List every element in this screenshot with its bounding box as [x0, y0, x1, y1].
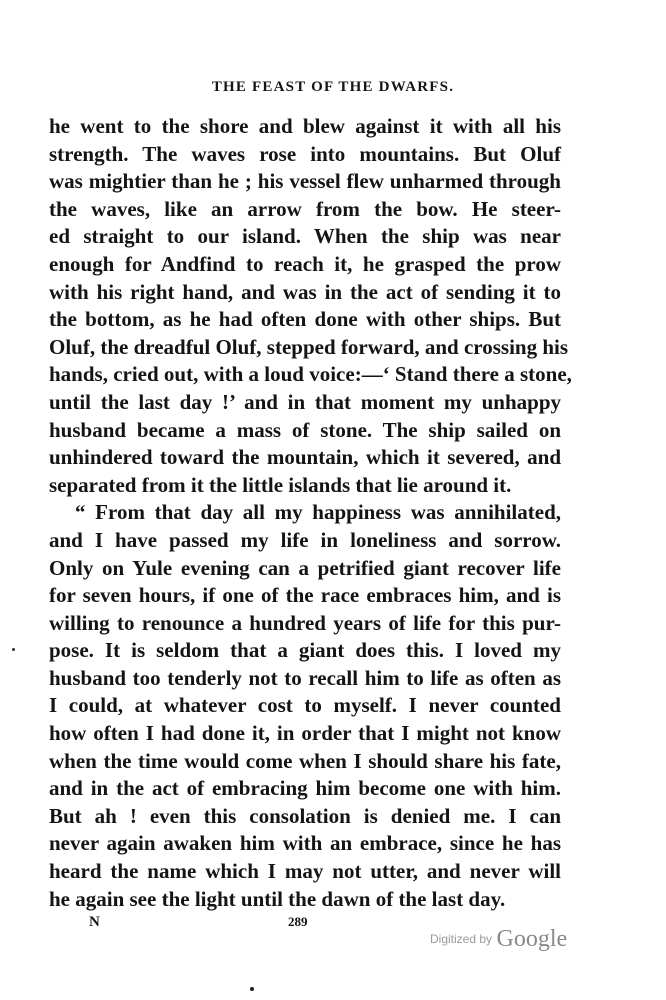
body-text: [49, 113, 572, 913]
page-number: 289: [288, 914, 308, 929]
text-line: when the time would come when I should share his fate,: [49, 748, 561, 773]
text-line: he again see the light until the dawn of the last day.: [49, 886, 506, 911]
text-line: never again awaken him with an embrace, since he has: [49, 831, 561, 856]
text-line: strength. The waves rose into mountains. But Oluf: [49, 141, 561, 166]
text-line: was mightier than he ; his vessel flew unharmed through: [49, 169, 561, 194]
signature-mark: N: [89, 914, 100, 930]
text-line: and I have passed my life in loneliness and sorrow.: [49, 527, 561, 552]
text-line: enough for Andfind to reach it, he grasped the prow: [49, 251, 561, 276]
text-line: until the last day !’ and in that moment my unhappy: [49, 389, 561, 414]
text-line: hands, cried out, with a loud voice:—‘ Stand there a stone,: [49, 362, 572, 387]
text-line: “ From that day all my happiness was annihilated,: [75, 500, 561, 525]
margin-speck: [12, 648, 15, 651]
text-line: husband too tenderly not to recall him to life as often as: [49, 665, 561, 690]
text-line: how often I had done it, in order that I might not know: [49, 721, 561, 746]
text-line: the waves, like an arrow from the bow. He steer-: [49, 196, 561, 221]
watermark-prefix: Digitized by: [430, 932, 493, 946]
digitized-watermark: [430, 926, 567, 953]
text-line: husband became a mass of stone. The ship sailed on: [49, 417, 561, 442]
running-head: THE FEAST OF THE DWARFS.: [211, 79, 455, 95]
text-line: ed straight to our island. When the ship was near: [49, 224, 561, 249]
bottom-speck: [250, 987, 254, 991]
text-line: for seven hours, if one of the race embraces him, and is: [49, 583, 561, 608]
text-line: Only on Yule evening can a petrified giant recover life: [49, 555, 561, 580]
text-line: I could, at whatever cost to myself. I never counted: [49, 693, 561, 718]
text-line: But ah ! even this consolation is denied me. I can: [49, 803, 561, 828]
text-line: and in the act of embracing him become one with him.: [49, 776, 561, 801]
text-line: Oluf, the dreadful Oluf, stepped forward, and crossing his: [49, 334, 569, 359]
text-line: willing to renounce a hundred years of life for this pur-: [49, 610, 561, 635]
text-line: he went to the shore and blew against it with all his: [49, 114, 561, 138]
text-line: separated from it the little islands that lie around it.: [49, 472, 512, 497]
text-line: pose. It is seldom that a giant does this. I loved my: [49, 638, 561, 663]
text-line: heard the name which I may not utter, and never will: [49, 859, 561, 884]
text-line: the bottom, as he had often done with other ships. But: [49, 307, 561, 332]
text-line: unhindered toward the mountain, which it severed, and: [49, 445, 561, 470]
google-logo: Google: [496, 926, 568, 952]
text-line: with his right hand, and was in the act of sending it to: [49, 279, 561, 304]
